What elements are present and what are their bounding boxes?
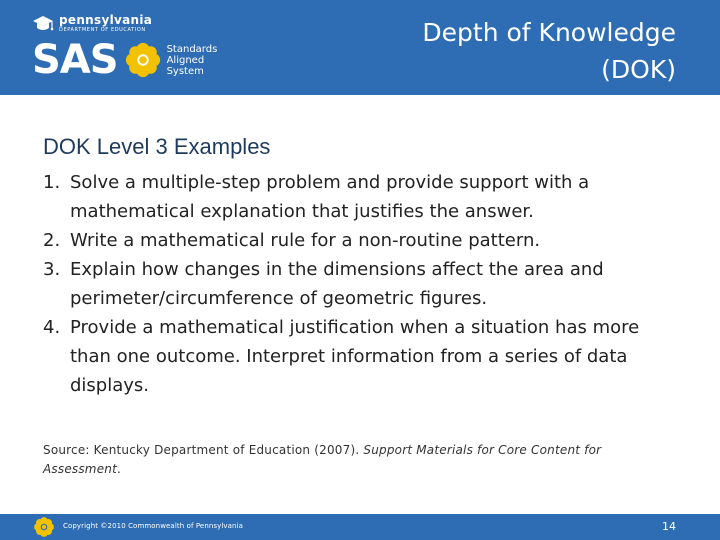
list-item-number: 4.: [43, 317, 61, 338]
citation-suffix: .: [116, 462, 121, 476]
list-item-text: Solve a multiple-step problem and provide support with a mathematical explanation that justifies the answer.: [70, 172, 590, 222]
slide-body: [43, 132, 683, 400]
header-band: [0, 0, 720, 95]
list-item-text: Write a mathematical rule for a non-routine pattern.: [70, 230, 541, 251]
list-item-number: 1.: [43, 172, 61, 193]
sas-brand: SAS: [32, 37, 118, 83]
org-name: pennsylvania: [59, 13, 153, 27]
sas-wordmark: [32, 38, 217, 82]
slide-title-line: (DOK): [601, 55, 676, 84]
sas-tagline-line: Aligned: [166, 54, 205, 66]
footer-band: [0, 514, 720, 540]
slide-title-line: Depth of Knowledge: [422, 18, 676, 47]
list-item: [43, 168, 683, 226]
list-item-number: 3.: [43, 259, 61, 280]
org-subtitle: DEPARTMENT OF EDUCATION: [59, 27, 146, 33]
citation-prefix: Source: Kentucky Department of Education (2007).: [43, 443, 364, 457]
pde-sas-logo: [32, 14, 222, 84]
section-heading: DOK Level 3 Examples: [43, 134, 271, 159]
list-item-number: 2.: [43, 230, 61, 251]
list-item-text: Provide a mathematical justification when a situation has more than one outcome. Interpret information from a series of data displays.: [70, 317, 640, 396]
sas-tagline: [167, 44, 218, 77]
sas-flower-icon: [33, 516, 55, 538]
mortarboard-icon: [32, 14, 54, 34]
examples-list: [43, 168, 683, 400]
sas-flower-icon: [124, 41, 162, 79]
list-item: [43, 313, 683, 400]
sas-tagline-line: System: [166, 65, 204, 77]
copyright-notice: Copyright ©2010 Commonwealth of Pennsylvania: [63, 522, 244, 530]
page-number: 14: [662, 520, 676, 533]
list-item-text: Explain how changes in the dimensions affect the area and perimeter/circumference of geometric figures.: [70, 259, 604, 309]
list-item: [43, 255, 683, 313]
citation-work-title: Support Materials for Core Content for Assessment: [43, 443, 602, 476]
pde-wordmark: [32, 14, 152, 36]
source-citation: [43, 441, 673, 479]
sas-tagline-line: Standards: [166, 43, 218, 55]
slide-title: [356, 14, 676, 88]
list-item: [43, 226, 683, 255]
